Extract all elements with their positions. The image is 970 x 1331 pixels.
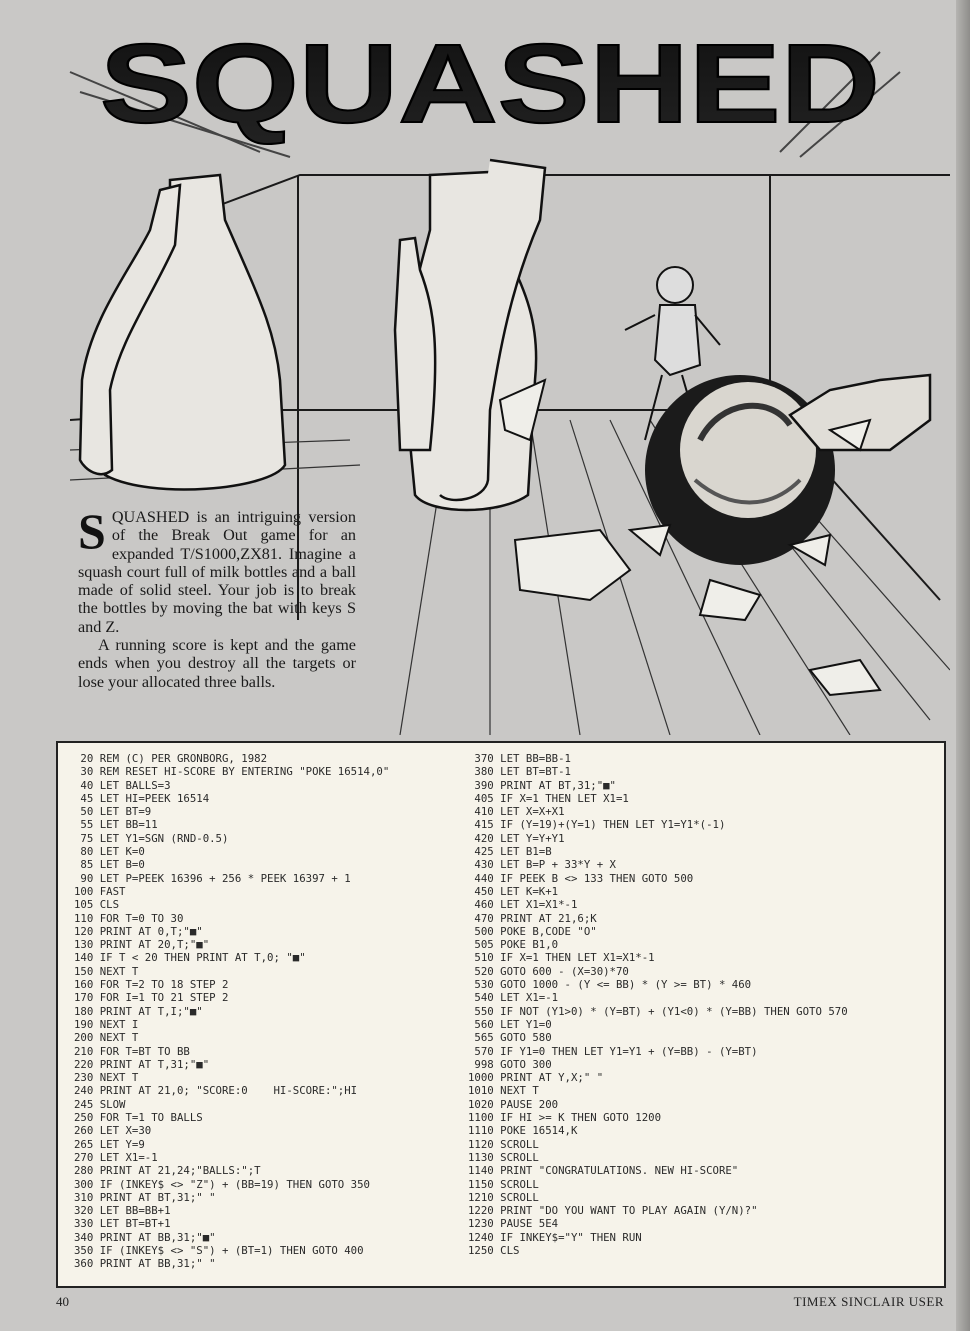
code-line: 570 IF Y1=0 THEN LET Y1=Y1 + (Y=BB) - (Y=BT) — [468, 1044, 758, 1058]
intro-text — [78, 503, 356, 691]
code-line: 210 FOR T=BT TO BB — [74, 1044, 190, 1058]
code-line: 300 IF (INKEY$ <> "Z") + (BB=19) THEN GOTO 350 — [74, 1177, 370, 1191]
code-line: 1100 IF HI >= K THEN GOTO 1200 — [468, 1111, 662, 1125]
code-line: 420 LET Y=Y+Y1 — [468, 831, 565, 845]
code-line: 180 PRINT AT T,I;"■" — [74, 1004, 203, 1018]
code-line: 1230 PAUSE 5E4 — [468, 1217, 559, 1231]
code-line: 85 LET B=0 — [74, 858, 145, 872]
code-line: 320 LET BB=BB+1 — [74, 1204, 171, 1218]
code-line: 1250 CLS — [468, 1243, 520, 1257]
code-line: 565 GOTO 580 — [468, 1031, 552, 1045]
code-line: 240 PRINT AT 21,0; "SCORE:0 HI-SCORE:";HI — [74, 1084, 358, 1098]
code-line: 75 LET Y1=SGN (RND-0.5) — [74, 831, 229, 845]
listing-column-left — [74, 752, 479, 1271]
code-line: 530 GOTO 1000 - (Y <= BB) * (Y >= BT) * 460 — [468, 978, 752, 992]
code-line: 1140 PRINT "CONGRATULATIONS. NEW HI-SCORE" — [468, 1164, 739, 1178]
intro-paragraph-2: A running score is kept and the game ends when you destroy all the targets or lose your allocated three balls. — [78, 636, 356, 691]
code-line: 45 LET HI=PEEK 16514 — [74, 791, 210, 805]
code-line: 540 LET X1=-1 — [468, 991, 559, 1005]
ceiling-line — [220, 175, 950, 205]
code-line: 425 LET B1=B — [468, 845, 552, 859]
code-line: 415 IF (Y=19)+(Y=1) THEN LET Y1=Y1*(-1) — [468, 818, 726, 832]
intro-paragraph-1: QUASHED is an intriguing version of the Break Out game for an expanded T/S1000,ZX81. Imagine a squash court full of milk bottles and a ball made of solid steel. Your job is to break the bottles by moving the bat with keys S and Z. — [78, 508, 356, 636]
title-text: SQUASHED — [100, 21, 881, 146]
code-line: 450 LET K=K+1 — [468, 884, 559, 898]
code-line: 1020 PAUSE 200 — [468, 1097, 559, 1111]
code-line: 1120 SCROLL — [468, 1137, 539, 1151]
magazine-name: TIMEX SINCLAIR USER — [793, 1294, 944, 1309]
code-line: 1110 POKE 16514,K — [468, 1124, 578, 1138]
code-line: 430 LET B=P + 33*Y + X — [468, 858, 616, 872]
code-line: 55 LET BB=11 — [74, 818, 158, 832]
code-line: 390 PRINT AT BT,31;"■" — [468, 778, 616, 792]
code-line: 370 LET BB=BB-1 — [468, 752, 571, 765]
code-line: 560 LET Y1=0 — [468, 1017, 552, 1031]
code-line: 330 LET BT=BT+1 — [74, 1217, 171, 1231]
code-line: 20 REM (C) PER GRONBORG, 1982 — [74, 752, 268, 765]
code-line: 170 FOR I=1 TO 21 STEP 2 — [74, 991, 229, 1005]
code-line: 340 PRINT AT BB,31;"■" — [74, 1230, 216, 1244]
code-line: 230 NEXT T — [74, 1071, 139, 1085]
title-graphic — [60, 12, 920, 162]
code-line: 1130 SCROLL — [468, 1150, 539, 1164]
code-line: 105 CLS — [74, 898, 120, 912]
code-line: 90 LET P=PEEK 16396 + 256 * PEEK 16397 + 1 — [74, 871, 351, 885]
code-line: 40 LET BALLS=3 — [74, 778, 171, 792]
page-number: 40 — [56, 1294, 69, 1309]
drop-cap: S — [78, 503, 106, 559]
code-line: 380 LET BT=BT-1 — [468, 765, 571, 779]
code-line: 505 POKE B1,0 — [468, 938, 559, 952]
code-line: 50 LET BT=9 — [74, 805, 152, 819]
code-line: 1220 PRINT "DO YOU WANT TO PLAY AGAIN (Y/N)?" — [468, 1204, 758, 1218]
code-line: 265 LET Y=9 — [74, 1137, 145, 1151]
code-line: 1210 SCROLL — [468, 1190, 539, 1204]
milk-bottles — [80, 160, 545, 510]
code-line: 500 POKE B,CODE "O" — [468, 924, 597, 938]
code-line: 998 GOTO 300 — [468, 1057, 552, 1071]
code-line: 270 LET X1=-1 — [74, 1150, 158, 1164]
code-line: 140 IF T < 20 THEN PRINT AT T,0; "■" — [74, 951, 306, 965]
code-line: 80 LET K=0 — [74, 845, 145, 859]
code-line: 260 LET X=30 — [74, 1124, 152, 1138]
code-line: 405 IF X=1 THEN LET X1=1 — [468, 791, 629, 805]
program-listing — [56, 741, 946, 1288]
listing-column-right — [468, 752, 946, 1257]
code-line: 510 IF X=1 THEN LET X1=X1*-1 — [468, 951, 655, 965]
code-line: 520 GOTO 600 - (X=30)*70 — [468, 964, 629, 978]
code-line: 245 SLOW — [74, 1097, 126, 1111]
code-line: 310 PRINT AT BT,31;" " — [74, 1190, 216, 1204]
code-line: 550 IF NOT (Y1>0) * (Y=BT) + (Y1<0) * (Y=BB) THEN GOTO 570 — [468, 1004, 848, 1018]
code-line: 440 IF PEEK B <> 133 THEN GOTO 500 — [468, 871, 694, 885]
code-line: 150 NEXT T — [74, 964, 139, 978]
page-edge — [956, 0, 970, 1331]
code-line: 470 PRINT AT 21,6;K — [468, 911, 597, 925]
code-line: 1010 NEXT T — [468, 1084, 539, 1098]
code-line: 130 PRINT AT 20,T;"■" — [74, 938, 210, 952]
code-line: 1240 IF INKEY$="Y" THEN RUN — [468, 1230, 642, 1244]
code-line: 120 PRINT AT 0,T;"■" — [74, 924, 203, 938]
code-line: 460 LET X1=X1*-1 — [468, 898, 578, 912]
page-title — [60, 12, 920, 162]
code-line: 1000 PRINT AT Y,X;" " — [468, 1071, 604, 1085]
code-line: 100 FAST — [74, 884, 126, 898]
code-line: 200 NEXT T — [74, 1031, 139, 1045]
code-line: 190 NEXT I — [74, 1017, 139, 1031]
code-line: 30 REM RESET HI-SCORE BY ENTERING "POKE 16514,0" — [74, 765, 390, 779]
code-line: 1150 SCROLL — [468, 1177, 539, 1191]
code-line: 250 FOR T=1 TO BALLS — [74, 1111, 203, 1125]
code-line: 220 PRINT AT T,31;"■" — [74, 1057, 210, 1071]
code-line: 350 IF (INKEY$ <> "S") + (BT=1) THEN GOTO 400 — [74, 1243, 364, 1257]
code-line: 360 PRINT AT BB,31;" " — [74, 1257, 216, 1271]
code-line: 160 FOR T=2 TO 18 STEP 2 — [74, 978, 229, 992]
code-line: 280 PRINT AT 21,24;"BALLS:";T — [74, 1164, 261, 1178]
code-line: 410 LET X=X+X1 — [468, 805, 565, 819]
code-line: 110 FOR T=0 TO 30 — [74, 911, 184, 925]
